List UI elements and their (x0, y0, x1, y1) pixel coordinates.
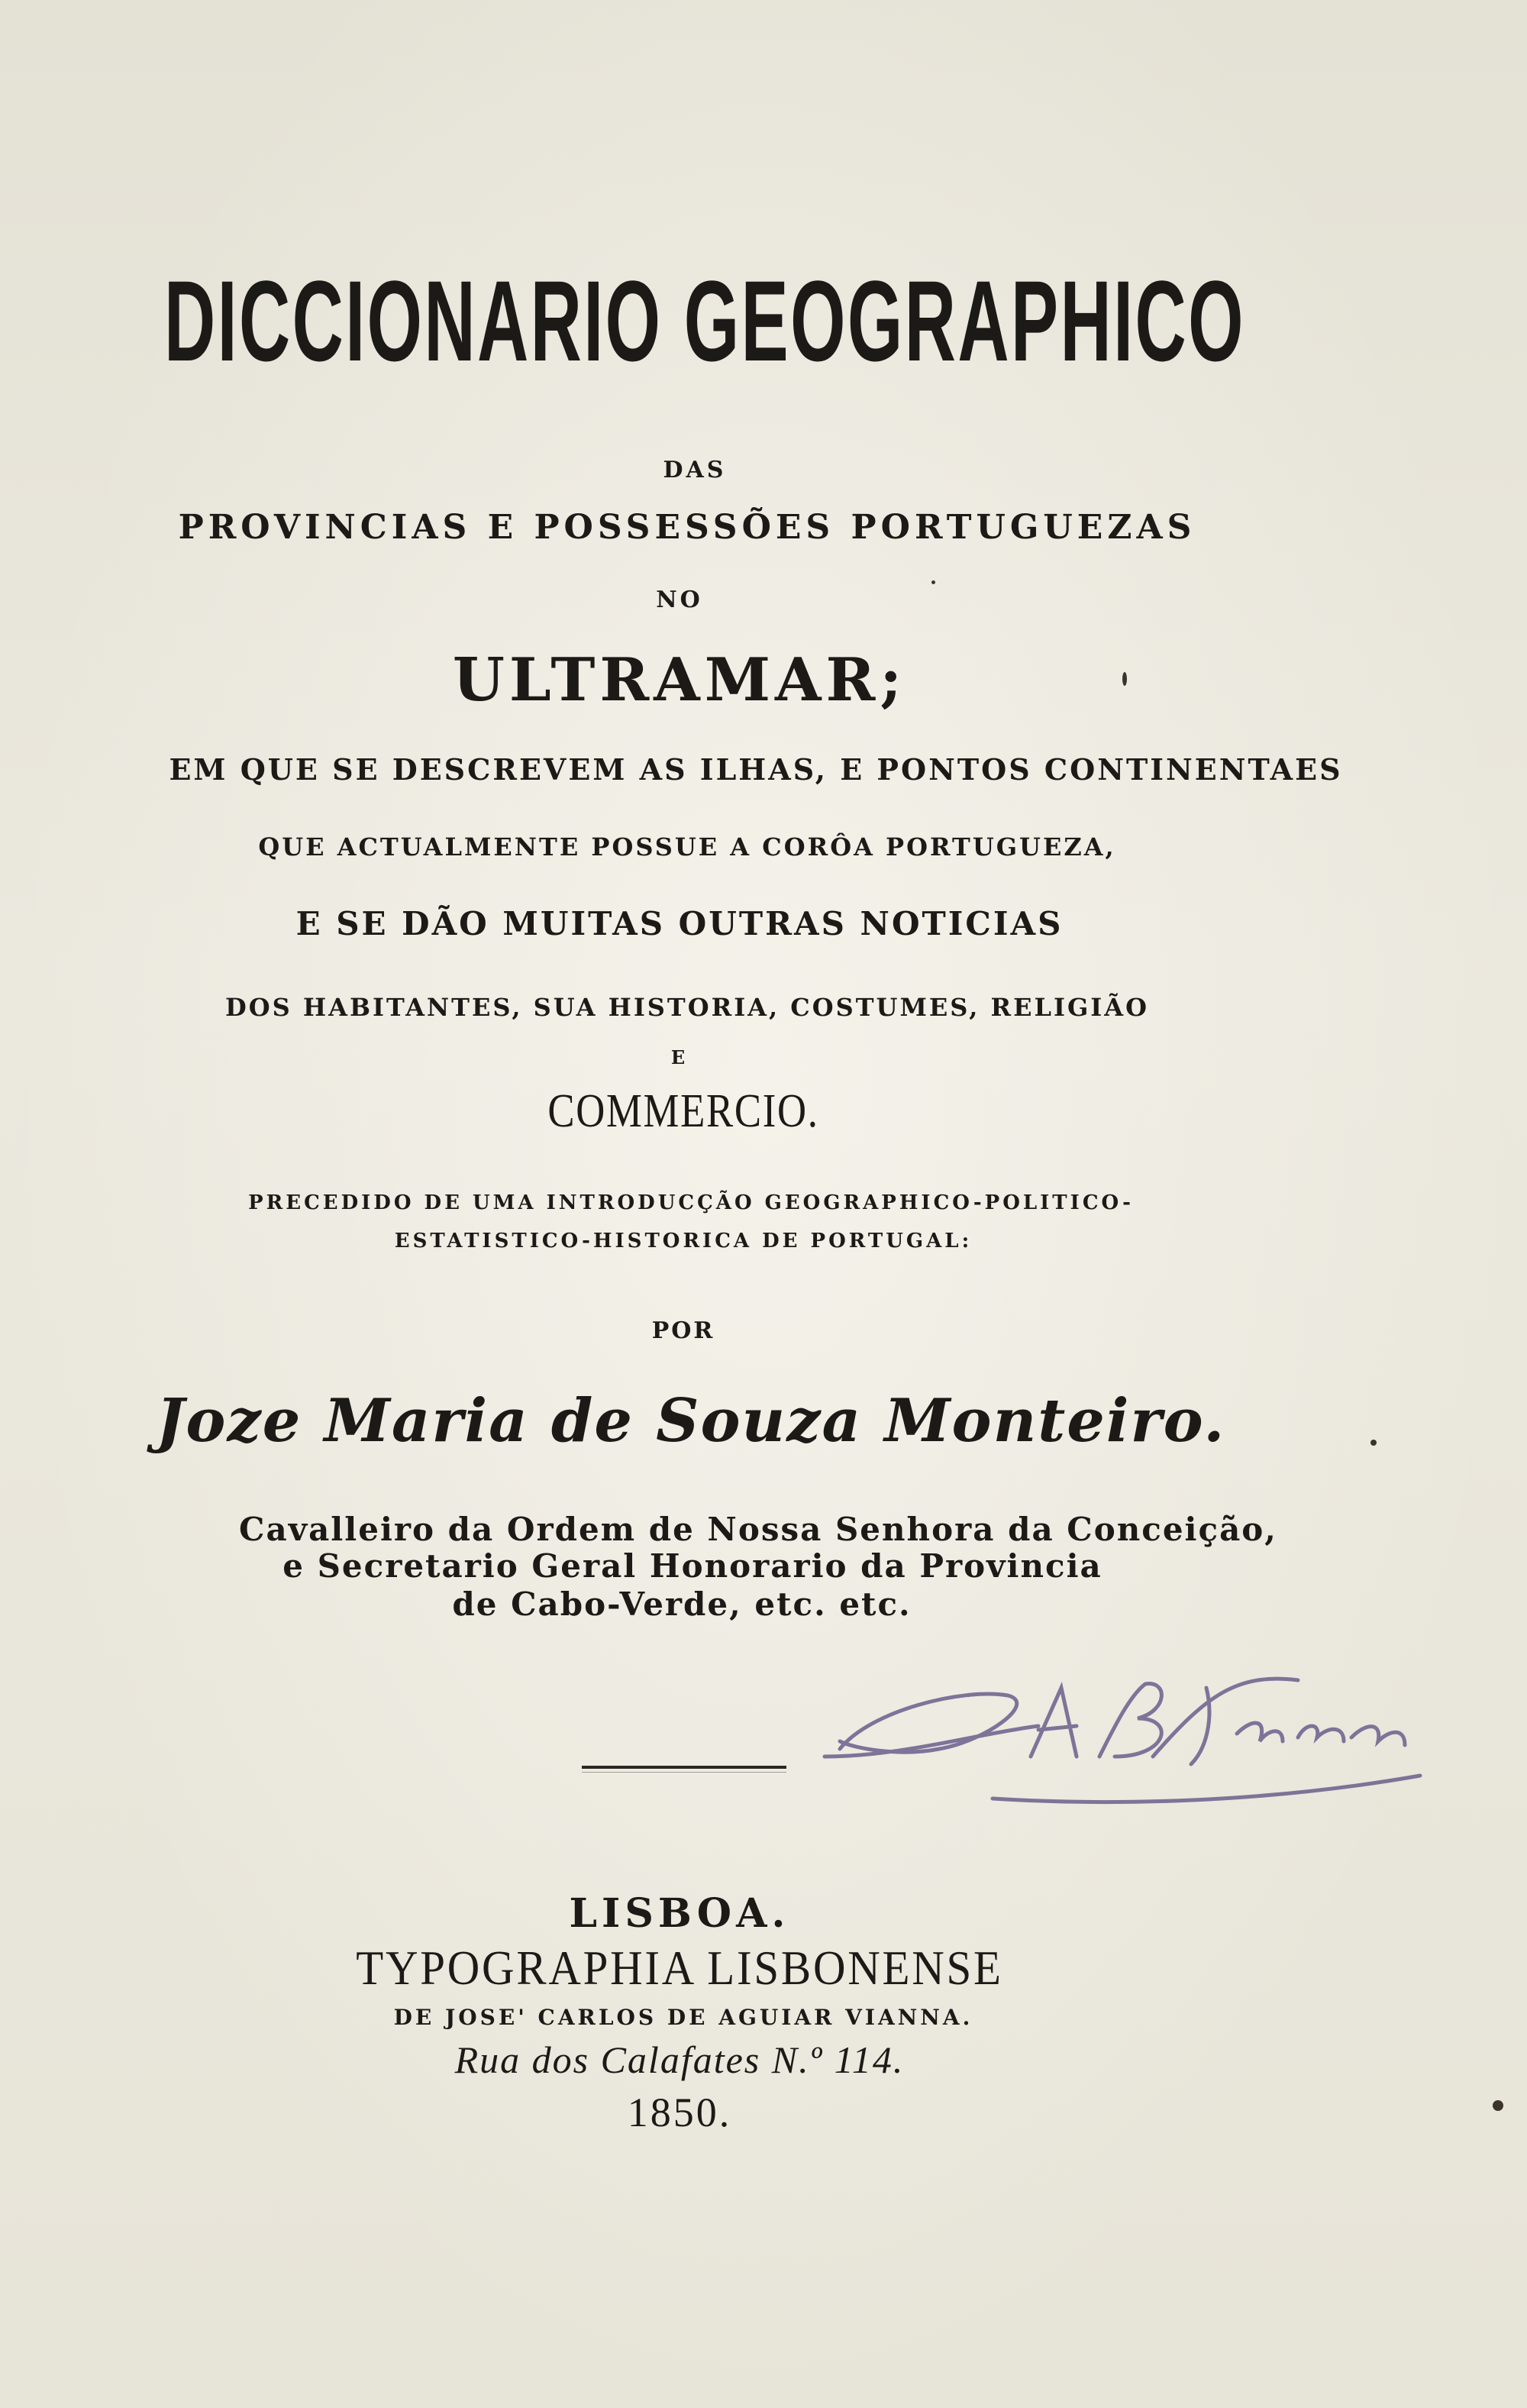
commercio-line: COMMERCIO. (547, 1085, 819, 1137)
book-title: DICCIONARIO GEOGRAPHICO (164, 257, 1245, 385)
subtitle-line-1: EM QUE SE DESCREVEM AS ILHAS, E PONTOS CONTINENTAES (169, 752, 1343, 787)
preceded-line-1: PRECEDIDO DE UMA INTRODUCÇÃO GEOGRAPHICO-POLITICO- (248, 1191, 1134, 1214)
paper-speck (931, 580, 935, 584)
credentials-line-3: de Cabo-Verde, etc. etc. (452, 1585, 912, 1623)
preceded-line-2: ESTATISTICO-HISTORICA DE PORTUGAL: (394, 1230, 973, 1252)
no-line: NO (656, 587, 703, 613)
subtitle-line-3: E SE DÃO MUITAS OUTRAS NOTICIAS (295, 905, 1064, 942)
credentials-line-1: Cavalleiro da Ordem de Nossa Senhora da Conceição, (239, 1511, 1277, 1548)
imprint-city: LISBOA. (569, 1890, 790, 1937)
paper-speck (1122, 672, 1127, 686)
imprint-printer: DE JOSE' CARLOS DE AGUIAR VIANNA. (393, 2005, 973, 2030)
provinces-line: PROVINCIAS E POSSESSÕES PORTUGUEZAS (178, 508, 1196, 547)
imprint-year: 1850. (627, 2090, 732, 2135)
subtitle-line-5: E (670, 1046, 689, 1068)
subtitle-line-2: QUE ACTUALMENTE POSSUE A CORÔA PORTUGUEZA, (258, 832, 1116, 861)
por-line: POR (651, 1317, 715, 1344)
paper-speck (1493, 2100, 1503, 2111)
divider-rule-shadow (582, 1772, 786, 1773)
divider-rule (582, 1766, 786, 1769)
imprint-press: TYPOGRAPHIA LISBONENSE (356, 1941, 1003, 1995)
imprint-address: Rua dos Calafates N.º 114. (454, 2038, 905, 2081)
paper-speck (1370, 1440, 1377, 1446)
author-name: Joze Maria de Souza Monteiro. (156, 1386, 1226, 1456)
ultramar-heading: ULTRAMAR; (452, 645, 907, 715)
das-line: DAS (663, 457, 727, 483)
credentials-line-2: e Secretario Geral Honorario da Provincia (282, 1547, 1102, 1585)
subtitle-line-4: DOS HABITANTES, SUA HISTORIA, COSTUMES, RELIGIÃO (225, 993, 1149, 1022)
handwritten-signature (809, 1642, 1466, 1856)
